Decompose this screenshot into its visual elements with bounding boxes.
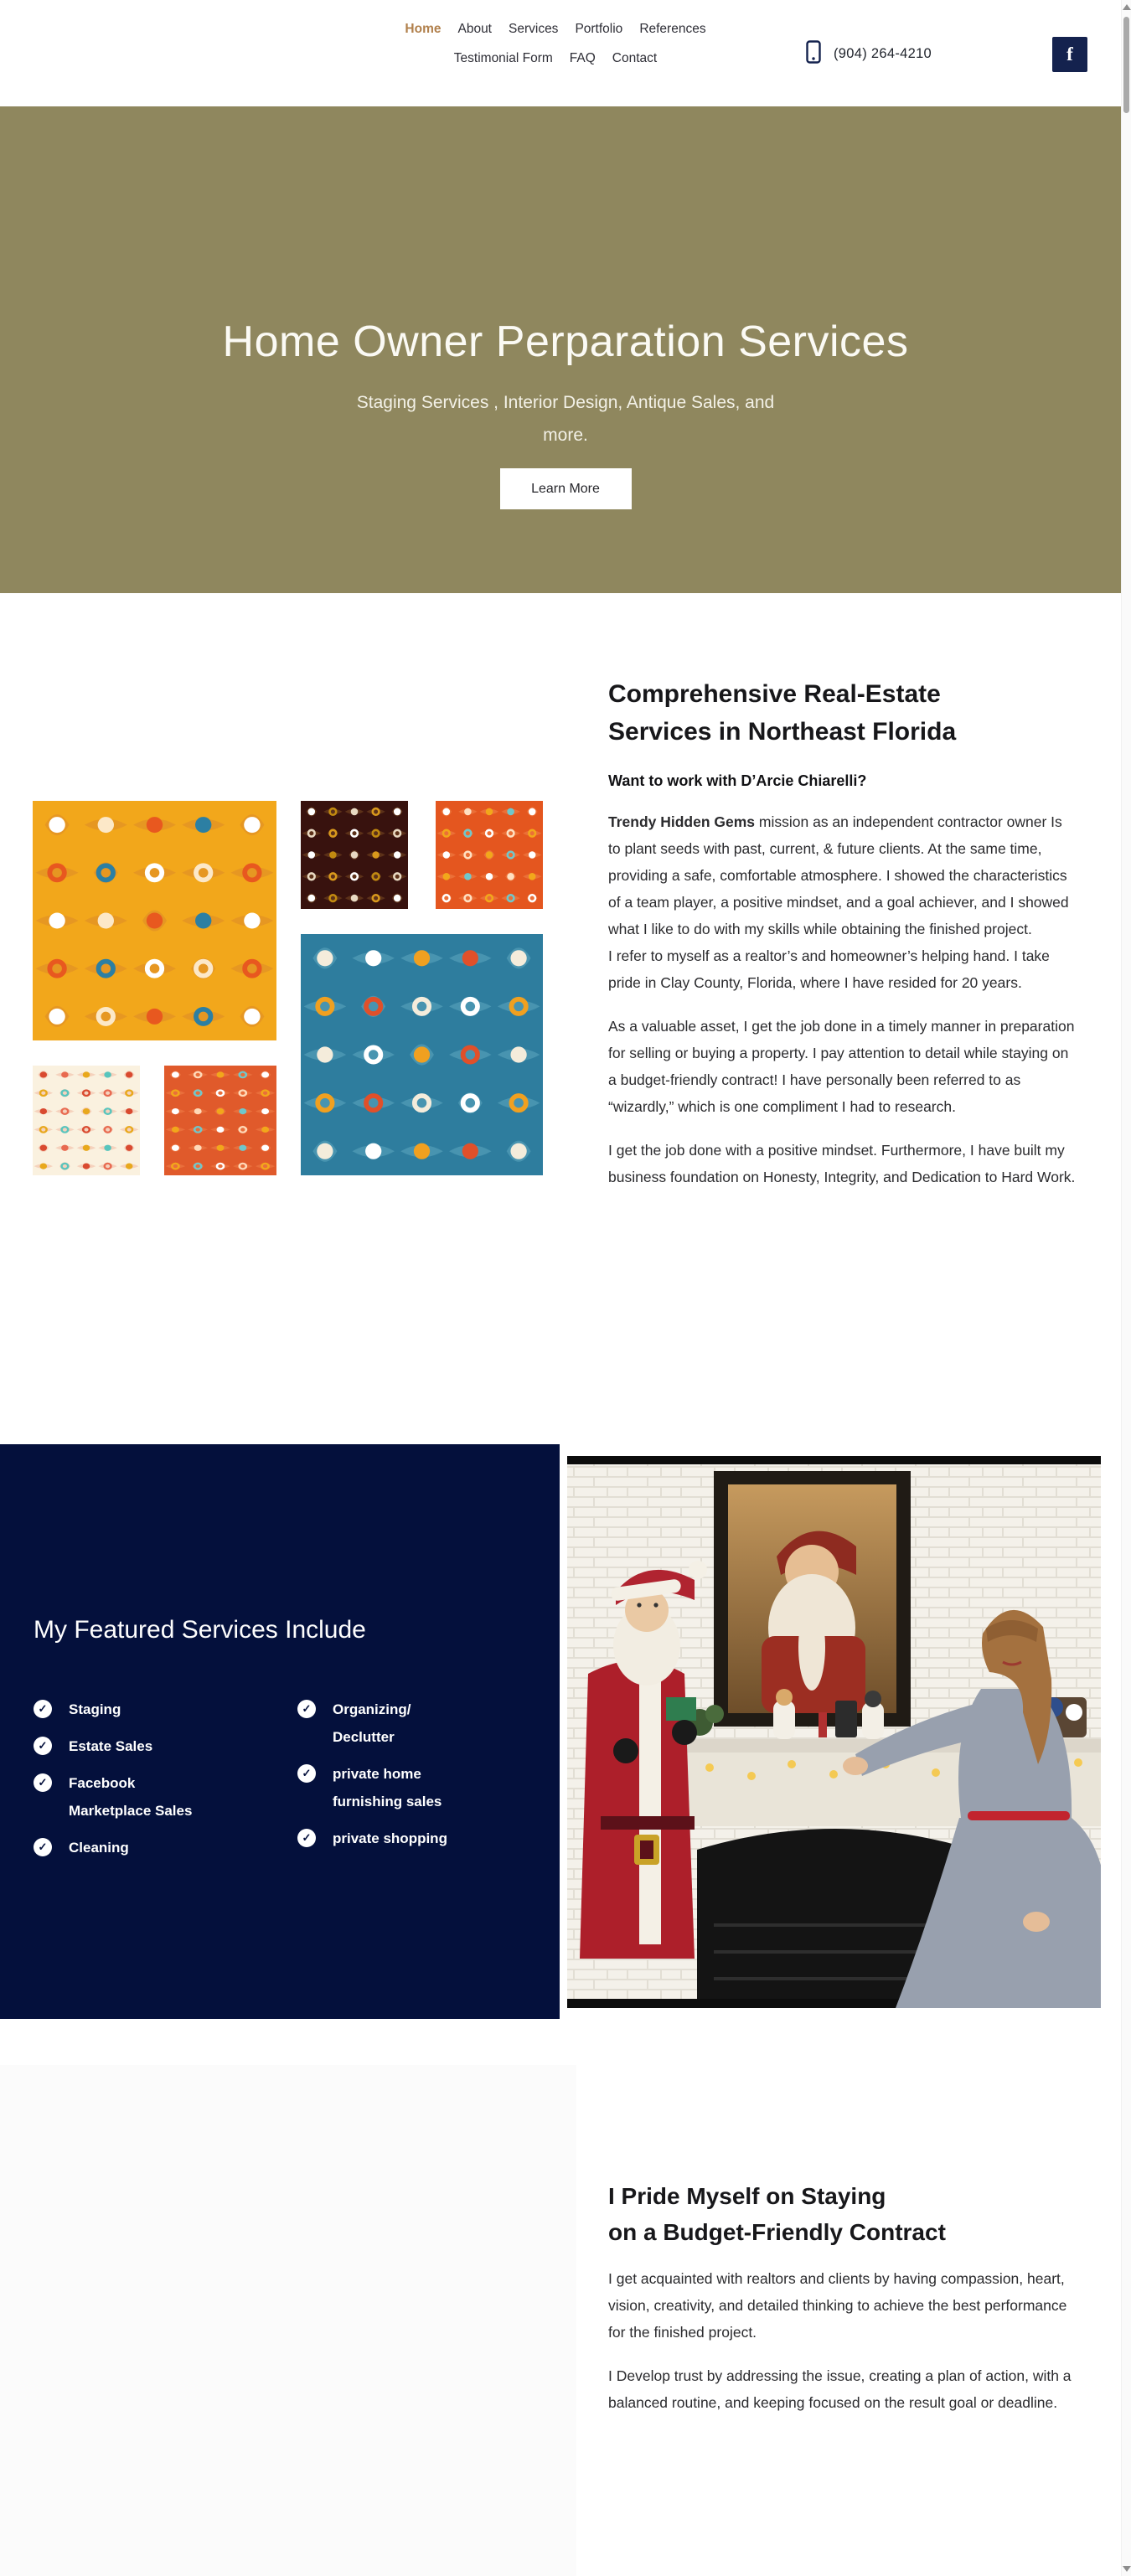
phone-icon: [806, 40, 821, 68]
check-circle-icon: ✓: [34, 1838, 52, 1856]
check-circle-icon: ✓: [297, 1829, 316, 1847]
nav-link-home[interactable]: Home: [405, 22, 442, 36]
services-heading: My Featured Services Include: [34, 1616, 366, 1644]
service-item-private-home-furnishing: ✓ private home furnishing sales: [297, 1760, 490, 1815]
check-circle-icon: ✓: [34, 1700, 52, 1718]
pattern-image-cream: [33, 1066, 140, 1175]
service-item-private-shopping: ✓ private shopping: [297, 1825, 490, 1852]
nav-link-contact[interactable]: Contact: [612, 51, 658, 65]
intro-section: [0, 593, 1131, 1444]
scroll-up-arrow-icon[interactable]: [1123, 4, 1131, 10]
pattern-image-orange-top: [436, 801, 543, 909]
service-item-cleaning: ✓ Cleaning: [34, 1834, 243, 1861]
check-circle-icon: ✓: [297, 1700, 316, 1718]
service-item-facebook-marketplace: ✓ Facebook Marketplace Sales: [34, 1769, 243, 1825]
phone-contact[interactable]: [806, 40, 932, 68]
nav-link-services[interactable]: Services: [509, 22, 559, 36]
hero-section: [0, 106, 1131, 593]
nav-link-testimonial-form[interactable]: Testimonial Form: [453, 51, 553, 65]
hero-title: Home Owner Perparation Services: [222, 317, 909, 366]
site-header: [0, 0, 1131, 106]
scrollbar[interactable]: [1121, 0, 1131, 2576]
nav-row-1: [342, 22, 769, 37]
pride-image-placeholder: [0, 2065, 576, 2576]
services-column-1: [34, 1696, 243, 1871]
services-column-2: [297, 1696, 490, 1871]
scrollbar-thumb[interactable]: [1123, 17, 1129, 113]
service-item-staging: ✓ Staging: [34, 1696, 243, 1723]
nav-link-faq[interactable]: FAQ: [569, 51, 596, 65]
scroll-down-arrow-icon[interactable]: [1123, 2566, 1131, 2572]
pride-paragraph-1: I get acquainted with realtors and clients by having compassion, heart, vision, creativity, and detailed thinking to achieve the best performance for the finished project.: [608, 2270, 1067, 2341]
main-navigation: [342, 22, 769, 66]
intro-text-column: [608, 675, 1104, 1207]
intro-lead: Want to work with D’Arcie Chiarelli?: [608, 772, 867, 789]
intro-paragraph-1: Trendy Hidden Gems mission as an independent contractor owner Is to plant seeds with past, current, & future clients. At the same time, providing a safe, comfortable atmosphere. I showed the characteristics of a team player, a positive mindset, and a goal achiever, and I showed what I like to do with my skills while obtaining the finished project. I refer to myself as a realtor’s and homeowner’s helping hand. I take pride in Clay County, Florida, where I have resided for 20 years.: [608, 813, 1069, 991]
nav-link-portfolio[interactable]: Portfolio: [575, 22, 623, 36]
check-circle-icon: ✓: [297, 1764, 316, 1783]
pattern-image-orange-bottom: [164, 1066, 276, 1175]
intro-paragraph-2: As a valuable asset, I get the job done in a timely manner in preparation for selling or buying a property. I pay attention to detail while staying on a budget-friendly contract! I have personally been referred to as “wizardly,” which is one compliment I had to research.: [608, 1018, 1075, 1115]
intro-heading: Comprehensive Real-Estate Services in Northeast Florida: [608, 680, 957, 746]
nav-link-references[interactable]: References: [639, 22, 706, 36]
pride-text-column: [608, 2178, 1111, 2433]
featured-photo-image: [567, 1456, 1101, 2008]
facebook-icon[interactable]: f: [1052, 37, 1087, 72]
pattern-image-amber: [33, 801, 276, 1040]
pride-section: [0, 2019, 1131, 2576]
services-list: [34, 1696, 490, 1871]
nav-row-2: [342, 51, 769, 66]
pattern-image-teal: [301, 934, 543, 1175]
intro-paragraph-3: I get the job done with a positive mindset. Furthermore, I have built my business foundation on Honesty, Integrity, and Dedication to Hard Work.: [608, 1142, 1076, 1185]
learn-more-button[interactable]: Learn More: [500, 468, 632, 509]
hero-subtitle: Staging Services , Interior Design, Antique Sales, and more.: [356, 393, 775, 445]
check-circle-icon: ✓: [34, 1773, 52, 1792]
check-circle-icon: ✓: [34, 1737, 52, 1755]
pride-paragraph-2: I Develop trust by addressing the issue, creating a plan of action, with a balanced routine, and keeping focused on the result goal or deadline.: [608, 2367, 1072, 2411]
pride-heading: I Pride Myself on Staying on a Budget-Friendly Contract: [608, 2183, 946, 2245]
service-item-estate-sales: ✓ Estate Sales: [34, 1732, 243, 1760]
pattern-collage: [33, 801, 543, 1175]
nav-link-about[interactable]: About: [457, 22, 492, 36]
services-navy-panel: [0, 1444, 560, 2019]
service-item-organizing-declutter: ✓ Organizing/ Declutter: [297, 1696, 490, 1751]
phone-number[interactable]: (904) 264-4210: [834, 46, 932, 61]
pattern-image-brown: [301, 801, 408, 909]
featured-services-section: [0, 1444, 1131, 2019]
